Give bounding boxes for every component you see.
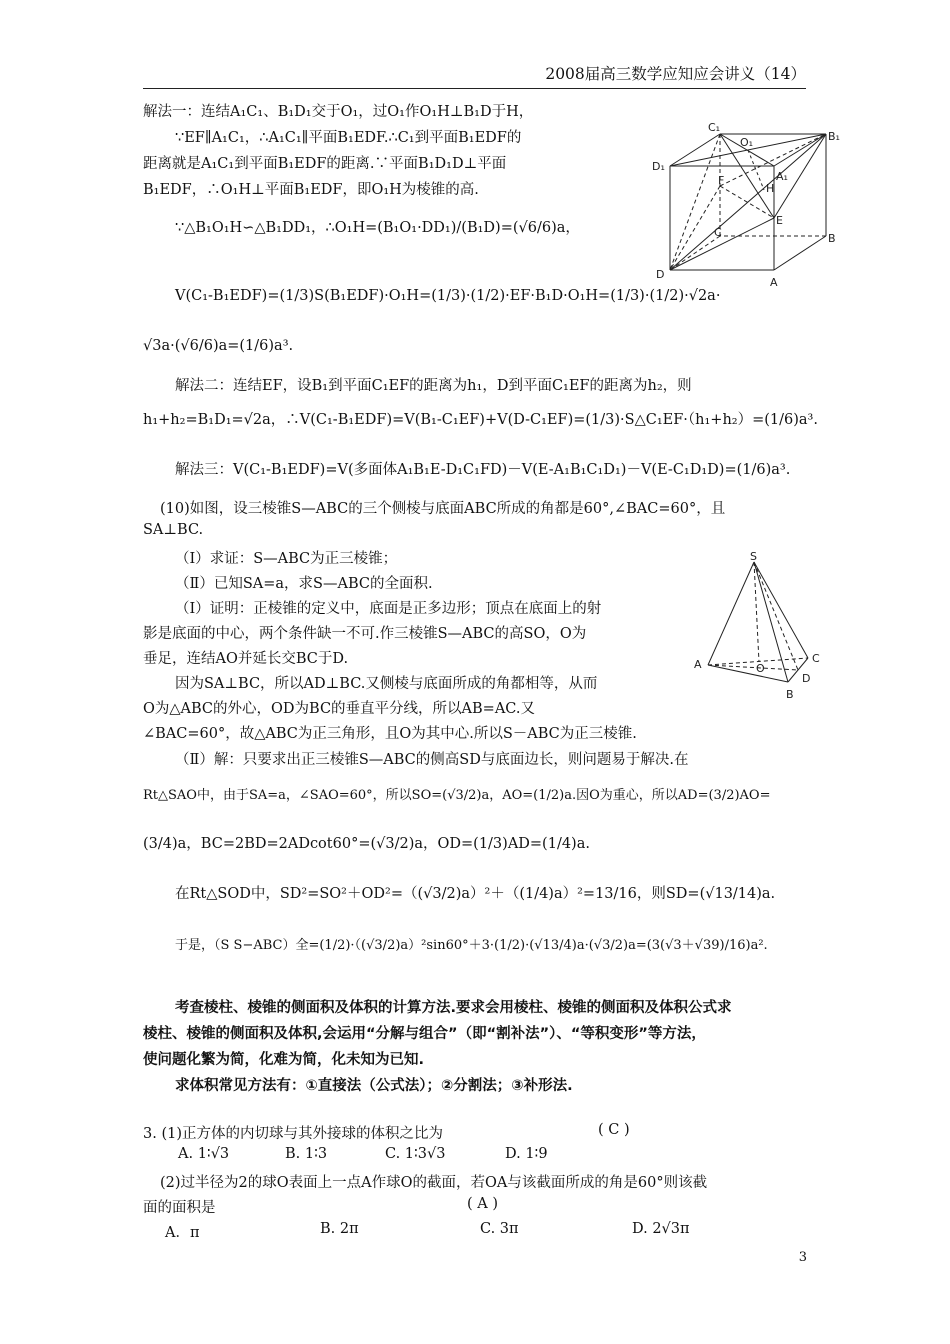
pyramid-label-c: C xyxy=(812,652,820,665)
cube-label-b1: B₁ xyxy=(828,130,840,143)
cube-label-a1: A₁ xyxy=(776,170,788,183)
problem10-p2: 影是底面的中心，两个条件缺一不可.作三棱锥S—ABC的高SO，O为 xyxy=(143,626,587,642)
problem3-q2-choice-c: C. 3π xyxy=(480,1221,519,1237)
solution2-line1: 解法二：连结EF，设B₁到平面C₁EF的距离为h₁，D到平面C₁EF的距离为h₂，则 xyxy=(175,378,692,394)
problem10-p5: O为△ABC的外心，OD为BC的垂直平分线，所以AB=AC.又 xyxy=(143,701,535,717)
summary-line3: 使问题化繁为简，化难为简，化未知为已知. xyxy=(143,1052,425,1068)
problem3-q1-choice-b: B. 1∶3 xyxy=(285,1146,328,1162)
summary-line2: 棱柱、棱锥的侧面积及体积,会运用“分解与组合”（即“割补法”）、“等积变形”等方法， xyxy=(143,1026,706,1042)
solution3-line1: 解法三：V(C₁-B₁EDF)=V(多面体A₁B₁E-D₁C₁FD)－V(E-A₁B₁C₁D₁)－V(E-C₁D₁D)=(1/6)a³. xyxy=(175,462,791,478)
summary-line4: 求体积常见方法有：①直接法（公式法）；②分割法；③补形法. xyxy=(175,1078,573,1094)
problem10-line2: SA⊥BC. xyxy=(143,522,204,538)
cube-label-d: D xyxy=(656,268,665,281)
solution1-line7: √3a·(√6/6)a=(1/6)a³. xyxy=(143,338,294,354)
cube-label-f: F xyxy=(718,174,725,187)
problem10-q2: （Ⅱ）已知SA=a，求S—ABC的全面积. xyxy=(175,576,433,592)
problem3-q1-choice-c: C. 1∶3√3 xyxy=(385,1146,446,1162)
pyramid-label-o: O xyxy=(756,662,765,675)
cube-label-d1: D₁ xyxy=(652,160,665,173)
problem10-p4: 因为SA⊥BC，所以AD⊥BC.又侧棱与底面所成的角都相等，从而 xyxy=(175,676,598,692)
summary-line1: 考查棱柱、棱锥的侧面积及体积的计算方法.要求会用棱柱、棱锥的侧面积及体积公式求 xyxy=(175,1000,732,1016)
cube-label-b: B xyxy=(828,232,836,245)
pyramid-label-a: A xyxy=(694,658,702,671)
problem10-p6: ∠BAC=60°，故△ABC为正三角形，且O为其中心.所以S－ABC为正三棱锥. xyxy=(143,726,637,742)
cube-label-a: A xyxy=(770,276,778,289)
cube-label-h: H xyxy=(766,182,775,195)
solution1-line4: B₁EDF，∴O₁H⊥平面B₁EDF，即O₁H为棱锥的高. xyxy=(143,182,479,198)
cube-label-o1: O₁ xyxy=(740,136,754,149)
problem10-p1: （Ⅰ）证明：正棱锥的定义中，底面是正多边形；顶点在底面上的射 xyxy=(175,601,602,617)
cube-label-c: C xyxy=(714,226,722,239)
problem3-q2-choice-d: D. 2√3π xyxy=(632,1221,690,1237)
cube-label-c1: C₁ xyxy=(708,121,721,134)
solution1-line5: ∵△B₁O₁H∽△B₁DD₁，∴O₁H=(B₁O₁·DD₁)/(B₁D)=(√6/6)a， xyxy=(175,220,580,236)
problem3-q2-line2: 面的面积是 xyxy=(143,1200,216,1216)
problem10-s3: (3/4)a，BC=2BD=2ADcot60°=(√3/2)a，OD=(1/3)AD=(1/4)a. xyxy=(143,836,590,852)
problem3-q2-choice-b: B. 2π xyxy=(320,1221,359,1237)
page-number: 3 xyxy=(798,1250,807,1265)
problem3-q1-choice-d: D. 1∶9 xyxy=(505,1146,548,1162)
problem10-s4: 在Rt△SOD中，SD²=SO²＋OD²=（(√3/2)a）²＋（(1/4)a）²=13/16，则SD=(√13/14)a. xyxy=(175,886,776,902)
problem3-a2: ( A ) xyxy=(467,1196,499,1212)
pyramid-label-b: B xyxy=(786,688,794,701)
problem10-p3: 垂足，连结AO并延长交BC于D. xyxy=(143,651,349,667)
problem3-q1-choice-a: A. 1∶√3 xyxy=(178,1146,230,1162)
problem10-line1: (10)如图，设三棱锥S—ABC的三个侧棱与底面ABC所成的角都是60°,∠BAC=60°，且 xyxy=(160,501,726,517)
problem3-a1: ( C ) xyxy=(598,1122,630,1138)
pyramid-label-s: S xyxy=(750,550,757,563)
cube-label-e: E xyxy=(776,214,783,227)
problem10-s2: Rt△SAO中，由于SA=a，∠SAO=60°，所以SO=(√3/2)a，AO=(1/2)a.因O为重心，所以AD=(3/2)AO= xyxy=(143,788,771,803)
header-title: 2008届高三数学应知应会讲义（14） xyxy=(545,65,806,83)
problem3-q2-choice-a: A．π xyxy=(165,1225,200,1241)
pyramid-figure xyxy=(690,550,830,705)
solution1-line6: V(C₁-B₁EDF)=(1/3)S(B₁EDF)·O₁H=(1/3)·(1/2)·EF·B₁D·O₁H=(1/3)·(1/2)·√2a· xyxy=(175,288,721,304)
problem10-q1: （Ⅰ）求证：S—ABC为正三棱锥； xyxy=(175,551,398,567)
pyramid-label-d: D xyxy=(802,672,811,685)
problem10-s1: （Ⅱ）解：只要求出正三棱锥S—ABC的侧高SD与底面边长，则问题易于解决.在 xyxy=(175,752,689,768)
solution2-line2: h₁+h₂=B₁D₁=√2a，∴V(C₁-B₁EDF)=V(B₁-C₁EF)+V(D-C₁EF)=(1/3)·S△C₁EF·（h₁+h₂）=(1/6)a³. xyxy=(143,412,818,428)
solution1-line1: 解法一：连结A₁C₁、B₁D₁交于O₁，过O₁作O₁H⊥B₁D于H， xyxy=(143,104,534,120)
cube-figure xyxy=(648,118,840,293)
solution1-line3: 距离就是A₁C₁到平面B₁EDF的距离.∵平面B₁D₁D⊥平面 xyxy=(143,156,507,172)
page-header xyxy=(143,62,806,89)
problem3-q2-line1: (2)过半径为2的球O表面上一点A作球O的截面，若OA与该截面所成的角是60°则该截 xyxy=(160,1175,708,1191)
solution1-line2: ∵EF∥A₁C₁，∴A₁C₁∥平面B₁EDF.∴C₁到平面B₁EDF的 xyxy=(175,130,522,146)
problem10-s5: 于是，（S S−ABC）全=(1/2)·（(√3/2)a）²sin60°＋3·(1/2)·(√13/4)a·(√3/2)a=(3(√3＋√39)/16)a². xyxy=(175,938,768,953)
problem3-q1: 3. (1)正方体的内切球与其外接球的体积之比为 xyxy=(143,1126,443,1142)
